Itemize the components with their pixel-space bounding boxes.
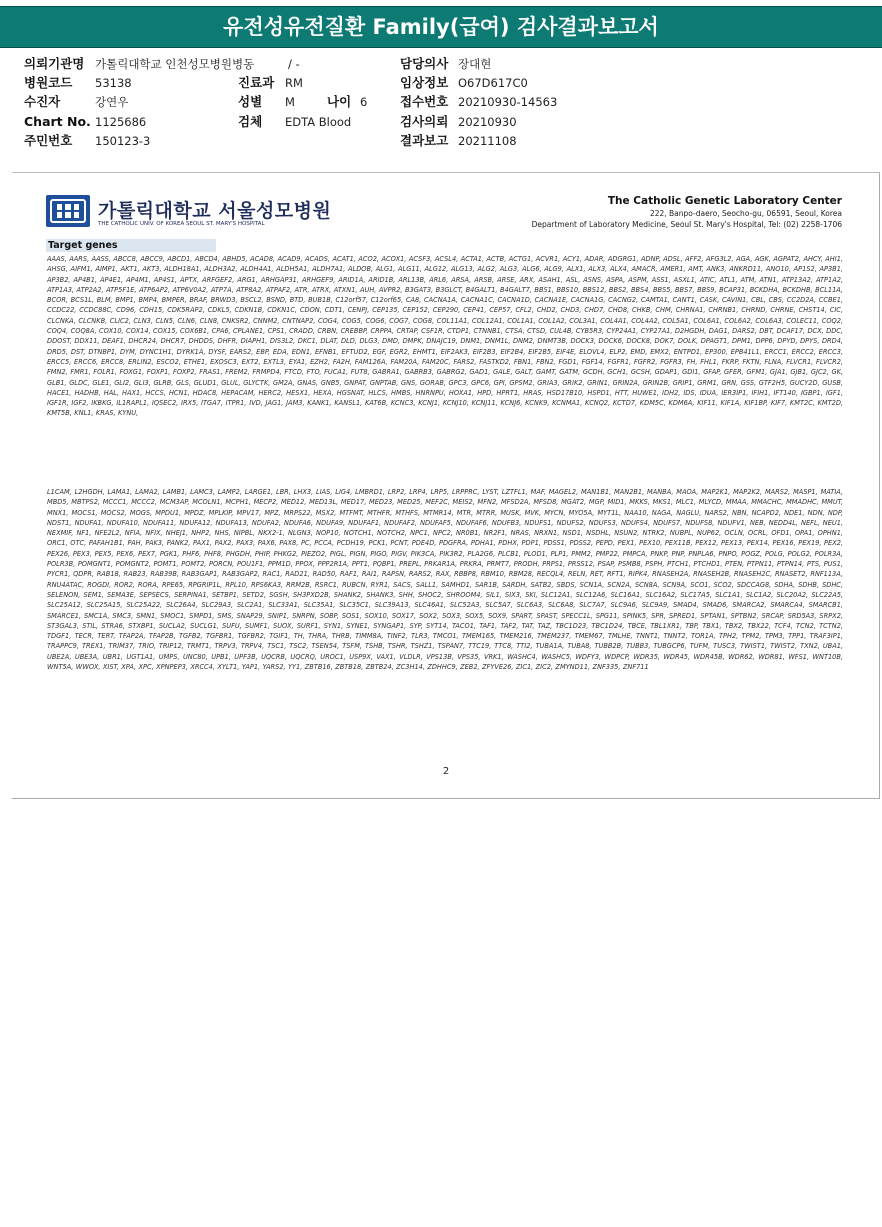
resident-no-value: 150123-3 [95, 134, 151, 148]
sex-label: 성별 [238, 94, 263, 109]
request-date-label: 검사의뢰 [400, 114, 449, 129]
receipt-no-value: 20210930-14563 [458, 95, 558, 109]
department-value: RM [285, 76, 303, 90]
page-edge-bottom [12, 798, 880, 799]
report-date-value: 20211108 [458, 134, 517, 148]
center-department: Department of Laboratory Medicine, Seoul St. Mary's Hospital, Tel: (02) 2258-1706 [531, 220, 842, 229]
patient-name-label: 수진자 [24, 94, 61, 109]
specimen-label: 검체 [238, 114, 263, 129]
hospital-code-value: 53138 [95, 76, 132, 90]
report-title: 유전성유전질환 Family(급여) 검사결과보고서 [0, 6, 882, 48]
center-address: 222, Banpo-daero, Seocho-gu, 06591, Seoul, Korea [649, 209, 842, 218]
hospital-code-label: 병원코드 [24, 75, 73, 90]
institution-value: 가톨릭대학교 인천성모병원병동 [95, 57, 255, 71]
target-genes-heading: Target genes [46, 239, 216, 252]
resident-no-label: 주민번호 [24, 133, 73, 148]
specimen-value: EDTA Blood [285, 115, 352, 129]
page-edge-right [879, 173, 880, 799]
chart-no-value: 1125686 [95, 115, 147, 129]
receipt-no-label: 접수번호 [400, 94, 449, 109]
target-genes-list-1: AAAS, AARS, AASS, ABCC8, ABCC9, ABCD1, ABCD4, ABHD5, ACAD8, ACAD9, ACADS, ACAT1, ACO2, ACOX1, ACSF3, ACSL4, ACTA1, ACTB, ACTG1, ACVR1, ACY1, ADAR, ADGRG1, ADNP, ADSL, AFF2, AFG3L2, AGA, AGK, AGPAT2, AHCY, AHI1, AHSG, AIFM1, AIMP1, AKT1, AKT3, ALDH18A1, ALDH3A2, ALDH4A1, ALDH5A1, ALDH7A1, ALDOB, ALG1, ALG11, ALG12, ALG13, ALG2, ALG3, ALG6, ALG9, ALX1, ALX3, ALX4, AMACR, AMER1, AMT, ANK3, ANKRD11, ANO10, AP1S2, AP3B1, AP3B2, AP4B1, AP4E1, AP4M1, AP4S1, APTX, ARFGEF2, ARG1, ARHGAP31, ARHGEF9, ARID1A, ARID1B, ARL13B, ARL6, ARSA, ARSB, ARSE, ARX, ASAH1, ASL, ASNS, ASPA, ASPM, ASS1, ASXL1, ATIC, ATL1, ATM, ATN1, ATP13A2, ATP1A2, ATP1A3, ATP2A2, ATP5F1E, ATP6AP2, ATP6V0A2, ATP7A, ATP8A2, ATPAF2, ATR, ATRX, ATXN1, AUH, AVPR2, B3GAT3, B3GLCT, B4GALT1, B4GALT7, BBS1, BBS10, BBS12, BBS2, BBS4, BBS5, BBS7, BBS9, BCAP31, BCKDHA, BCKDHB, BCL11A, BCOR, BCS1L, BLM, BMP1, BMP4, BMPER, BRAF, BRWD3, BSCL2, BSND, BTD, BUB1B, C12orf57, C12orf65, CA8, CACNA1A, CACNA1C, CACNA1D, CACNA1E, CACNA1G, CACNG2, CAMTA1, CANT1, CASK, CAVIN1, CBL, CBS, CC2D2A, CCBE1, CCDC22, CCDC88C, CD96, CDH15, CDK5RAP2, CDKL5, CDKN1B, CDKN1C, CDON, CDT1, CENPJ, CEP135, CEP152, CEP290, CEP41, CEP57, CFL2, CHD2, CHD3, CHD7, CHD8, CHKB, CHM, CHRNA1, CHRNB1, CHRND, CHRNE, CHST14, CIC, CLCNKA, CLCNKB, CLIC2, CLN3, CLN5, CLN6, CLN8, CNKSR2, CNNM2, CNTNAP2, COG4, COG5, COG6, COG7, COG8, COL11A1, COL12A1, COL1A1, COL1A2, COL3A1, COL4A1, COL4A2, COL5A1, COL6A1, COL6A2, COL6A3, COLEC11, COQ2, COQ4, COQ8A, COX10, COX14, COX15, COX6B1, CPA6, CPLANE1, CPS1, CRADD, CRBN, CREBBP, CRPPA, CRTAP, CSF1R, CTDP1, CTNNB1, CTSA, CTSD, CUL4B, CYB5R3, CYP24A1, CYP27A1, D2HGDH, DAG1, DARS2, DBT, DCAF17, DCX, DDC, DDOST, DDX11, DEAF1, DHCR24, DHCR7, DHDDS, DHFR, DIAPH1, DIS3L2, DKC1, DLAT, DLD, DLG3, DMD, DMPK, DNAJC19, DNM1, DNM1L, DNM2, DNMT3B, DOCK3, DOCK6, DOCK8, DOK7, DOLK, DPAGT1, DPM1, DPP6, DPYD, DPYS, DRD4, DRD5, DST, DTNBP1, DYM, DYNC1H1, DYRK1A, DYSF, EARS2, EBP, EDA, EDN1, EFNB1, EFTUD2, EGF, EGR2, EHMT1, EIF2AK3, EIF2B3, EIF2B4, EIF2B5, EIF4E, ELOVL4, ELP2, EMD, EMX2, ENTPD1, EP300, EPB41L1, ERCC1, ERCC2, ERCC3, ERCC5, ERCC6, ERCC8, ERLIN2, ESCO2, ETHE1, EXOSC3, EXT2, EXTL3, EYA1, EZH2, FA2H, FAM126A, FAM20A, FAM20C, FARS2, FASTKD2, FBN1, FBN2, FGD1, FGF14, FGFR1, FGFR2, FGFR3, FH, FHL1, FKRP, FKTN, FLNA, FLVCR1, FLVCR2, FMN2, FMR1, FOLR1, FOXG1, FOXP1, FOXP2, FRAS1, FREM2, FRMPD4, FTCD, FTO, FUCA1, FUT8, GABRA1, GABRB3, GABRG2, GAD1, GALE, GALT, GAMT, GATM, GCDH, GCH1, GCSH, GDAP1, GDI1, GFAP, GFER, GFM1, GJA1, GJB1, GJC2, GK, GLB1, GLDC, GLE1, GLI2, GLI3, GLRB, GLS, GLUD1, GLUL, GLYCTK, GM2A, GNAS, GNB5, GNPAT, GNPTAB, GNS, GORAB, GPC3, GPC6, GPI, GPSM2, GRIA3, GRIK2, GRIN1, GRIN2A, GRIN2B, GRIP1, GRM1, GRN, GSS, GTF2H5, GUCY2D, GUSB, HACE1, HADHB, HAL, HAX1, HCCS, HCN1, HDAC8, HEPACAM, HERC2, HESX1, HEXA, HGSNAT, HLCS, HMBS, HNRNPU, HOXA1, HPD, HPRT1, HRAS, HSD17B10, HSPD1, HTT, HUWE1, IDH2, IDS, IDUA, IER3IP1, IFIH1, IFT140, IGBP1, IGF1, IGF1R, IGF2, IKBKG, IL1RAPL1, IQSEC2, IRX5, ITGA7, ITPR1, IVD, JAG1, JAM3, KANK1, KANSL1, KAT6B, KCNC3, KCNJ1, KCNJ10, KCNJ11, KCNJ6, KCNK9, KCNMA1, KCNQ2, KCTD7, KDM5C, KDM6A, KIF11, KIF1A, KIF1BP, KIF7, KMT2C, KMT2D, KMT5B, KNL1, KRAS, KYNU, [47, 255, 843, 418]
patient-name-value: 강연우 [95, 95, 129, 109]
sex-value: M [285, 95, 295, 109]
clinical-info-value: O67D617C0 [458, 76, 528, 90]
page-number: 2 [442, 766, 450, 777]
report-date-label: 결과보고 [400, 133, 449, 148]
patient-info-block [0, 52, 882, 152]
clinical-info-label: 임상정보 [400, 75, 449, 90]
request-date-value: 20210930 [458, 115, 517, 129]
age-value: 6 [360, 95, 368, 109]
ward-value: / - [288, 57, 300, 71]
center-name: The Catholic Genetic Laboratory Center [607, 195, 842, 207]
embedded-report-page [12, 173, 880, 799]
hospital-logo-icon [46, 195, 90, 227]
hospital-subtitle: THE CATHOLIC UNIV. OF KOREA SEOUL ST. MARY'S HOSPITAL [98, 221, 265, 227]
target-genes-list-2: L1CAM, L2HGDH, LAMA1, LAMA2, LAMB1, LAMC3, LAMP2, LARGE1, LBR, LHX3, LIAS, LIG4, LMBRD1, LRP2, LRP4, LRP5, LRPPRC, LYST, LZTFL1, MAF, MAGEL2, MAN1B1, MAN2B1, MANBA, MAOA, MAP2K1, MAP2K2, MARS2, MASP1, MATIA, MBD5, MBTPS2, MCCC1, MCCC2, MCM3AP, MCOLN1, MCPH1, MECP2, MED12, MED13L, MED17, MED23, MED25, MEF2C, MEIS2, MFN2, MFSD2A, MFSD8, MGAT2, MGP, MID1, MKKS, MKS1, MLC1, MLYCD, MMAA, MMACHC, MMADHC, MMUT, MNX1, MOCS1, MOCS2, MOGS, MPDU1, MPDZ, MPLKIP, MPV17, MPZ, MRPS22, MSX2, MTFMT, MTHFR, MTHFS, MTMR14, MTR, MTRR, MUSK, MVK, MYCN, MYO5A, MYT1L, NAA10, NAGA, NAGLU, NARS2, NBN, NCAPD2, NDE1, NDN, NDP, NDST1, NDUFA1, NDUFA10, NDUFA11, NDUFA12, NDUFA13, NDUFA2, NDUFA6, NDUFA9, NDUFAF1, NDUFAF2, NDUFAF5, NDUFAF6, NDUFB3, NDUFS1, NDUFS2, NDUFS3, NDUFS4, NDUFS7, NDUFS8, NDUFV1, NEB, NEDD4L, NEFL, NEU1, NEXMIF, NF1, NFE2L2, NFIA, NFIX, NHEJ1, NHP2, NHS, NIPBL, NKX2-1, NLGN3, NOP10, NOTCH1, NOTCH2, NPC1, NPC2, NR0B1, NR2F1, NRAS, NRXN1, NSD1, NSDHL, NSUN2, NTRK2, NUBPL, NUP62, OCLN, OCRL, OFD1, OPA1, OPHN1, ORC1, OTC, PAFAH1B1, PAH, PAK3, PANK2, PAX1, PAX2, PAX3, PAX6, PAX8, PC, PCCA, PCDH19, PCK1, PCNT, PDE4D, PDGFRA, PDHA1, PDHX, PDP1, PDSS1, PDSS2, PEPD, PEX1, PEX10, PEX11B, PEX12, PEX13, PEX14, PEX16, PEX19, PEX2, PEX26, PEX3, PEX5, PEX6, PEX7, PGK1, PHF6, PHF8, PHGDH, PHIP, PHKG2, PIEZO2, PIGL, PIGN, PIGO, PIGV, PIK3CA, PIK3R2, PLA2G6, PLCB1, PLOD1, PLP1, PMM2, PMP22, PMPCA, PNKP, PNP, PNPLA6, PNPO, POGZ, POLG, POLG2, POLR3A, POLR3B, POMGNT1, POMGNT2, POMT1, POMT2, PORCN, POU1F1, PPM1D, PPOX, PPP2R1A, PPT1, PQBP1, PREPL, PRKAR1A, PRKRA, PRMT7, PRODH, PRPS1, PRSS12, PSAP, PSMB8, PSPH, PTCH1, PTCHD1, PTEN, PTPN11, PTPN14, PTS, PUS1, PYCR1, QDPR, RAB18, RAB23, RAB39B, RAB3GAP1, RAB3GAP2, RAC1, RAD21, RAD50, RAF1, RAI1, RAPSN, RARS2, RAX, RBBP8, RBM10, RBM28, RECQL4, RELN, RET, RFT1, RIPK4, RNASEH2A, RNASEH2B, RNASEH2C, RNASET2, RNF113A, RNU4ATAC, ROGDI, ROR2, RORA, RPE65, RPGRIP1L, RPL10, RPS6KA3, RRM2B, RSRC1, RUBCN, RYR1, SACS, SALL1, SAMHD1, SAR1B, SARDH, SATB2, SBDS, SCN1A, SCN2A, SCN8A, SCN9A, SCO1, SCO2, SDCCAG8, SDHA, SDHB, SDHC, SELENON, SEM1, SEMA3E, SEPSECS, SERPINA1, SETBP1, SETD2, SGSH, SH3PXD2B, SHANK2, SHANK3, SHH, SHOC2, SHROOM4, SIL1, SIX3, SKI, SLC12A1, SLC12A6, SLC16A1, SLC16A2, SLC17A5, SLC1A1, SLC1A2, SLC20A2, SLC22A5, SLC25A12, SLC25A15, SLC25A22, SLC26A4, SLC29A3, SLC2A1, SLC33A1, SLC35A1, SLC35C1, SLC39A13, SLC46A1, SLC52A3, SLC5A7, SLC6A3, SLC6A8, SLC7A7, SLC9A6, SLC9A9, SMAD4, SMAD6, SMARCA2, SMARCA4, SMARCB1, SMARCE1, SMC1A, SMC3, SMN1, SMOC1, SMPD1, SMS, SNAP29, SNIP1, SNRPN, SOBP, SOS1, SOX10, SOX17, SOX2, SOX3, SOX5, SOX9, SPART, SPAST, SPECC1L, SPG11, SPINK5, SPR, SPRED1, SPTAN1, SPTBN2, SRCAP, SRD5A3, SRPX2, ST3GAL3, STIL, STRA6, STXBP1, SUCLA2, SUCLG1, SUFU, SUMF1, SUOX, SURF1, SYN1, SYNE1, SYNGAP1, SYP, SYT14, TACO1, TAF1, TAF2, TAT, TAZ, TBC1D23, TBC1D24, TBCE, TBL1XR1, TBP, TBX1, TBX2, TBX22, TCF4, TCN2, TCTN2, TDGF1, TECR, TERT, TFAP2A, TFAP2B, TGFB2, TGFBR1, TGFBR2, TGIF1, TH, THRA, THRB, TIMM8A, TINF2, TLR3, TMCO1, TMEM165, TMEM216, TMEM237, TMEM67, TMLHE, TNNT1, TNNT2, TOR1A, TPH2, TPM2, TPM3, TPP1, TRAF3IP1, TRAPPC9, TREX1, TRIM37, TRIO, TRIP12, TRMT1, TRPV3, TRPV4, TSC1, TSC2, TSEN54, TSFM, TSHB, TSHR, TSHZ1, TSPAN7, TTC19, TTC8, TTI2, TUBA1A, TUBA8, TUBB2B, TUBB3, TUBGCP6, TUFM, TUSC3, TWIST1, TWIST2, TXN2, UBA1, UBE2A, UBE3A, UBR1, UGT1A1, UMPS, UNC80, UPB1, UPF3B, UQCRB, UQCRQ, UROC1, USP9X, VAX1, VLDLR, VPS13B, VPS35, VRK1, WASHC4, WASHC5, WDFY3, WDPCP, WDR35, WDR45, WDR45B, WDR62, WDR81, WFS1, WNT10B, WNT5A, WWOX, XIST, XPA, XPC, XPNPEP3, XRCC4, XYLT1, YAP1, YARS2, YY1, ZBTB16, ZBTB18, ZBTB24, ZC3H14, ZDHHC9, ZEB2, ZFYVE26, ZIC1, ZIC2, ZMYND11, ZNF335, ZNF711 [47, 488, 843, 672]
chart-no-label: Chart No. [24, 114, 91, 129]
hospital-name: 가톨릭대학교 서울성모병원 [98, 200, 332, 222]
department-label: 진료과 [238, 75, 275, 90]
institution-label: 의뢰기관명 [24, 56, 85, 71]
doctor-label: 담당의사 [400, 56, 449, 71]
doctor-value: 장대현 [458, 57, 492, 71]
age-label: 나이 [327, 94, 352, 109]
